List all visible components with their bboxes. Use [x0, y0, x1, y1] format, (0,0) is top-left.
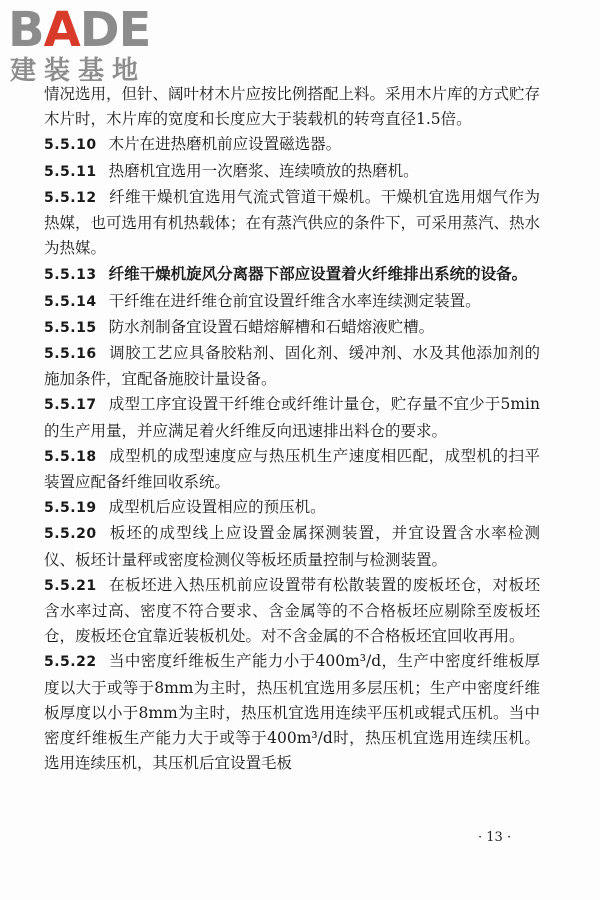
clause-text: 成型工序宜设置干纤维仓或纤维计量仓，贮存量不宜少于5min的生产用量，并应满足着火纤维反向迅速排出料仓的要求。 [44, 395, 540, 440]
clause-text: 情况选用，但针、阔叶材木片应按比例搭配上料。采用木片库的方式贮存木片时，木片库的宽度和长度应大于装载机的转弯直径1.5倍。 [44, 85, 541, 129]
clause-text: 当中密度纤维板生产能力小于400m³/d，生产中密度纤维板厚度以大于或等于8mm为主时，热压机宜选用多层压机；生产中密度纤维板厚度以小于8mm为主时，热压机宜选用连续平压机或辊式压机。当中密度纤维板生产能力大于或等于400m³/d时，热压机宜选用连续压机。选用连续压机，其压机后宜设置毛板 [44, 652, 540, 773]
logo-subtitle: 建装基地 [10, 56, 147, 86]
clause-5-5-17 [44, 392, 540, 443]
clause-5-5-18 [44, 444, 540, 495]
clause-5-5-15 [44, 315, 540, 341]
clause-text: 热磨机宜选用一次磨浆、连续喷放的热磨机。 [108, 161, 419, 180]
clause-5-5-14 [44, 289, 540, 315]
clause-number: 5.5.17 [44, 397, 97, 414]
bade-logo [8, 4, 188, 88]
clause-5-5-22 [44, 649, 540, 776]
document-body [44, 82, 540, 776]
clause-number: 5.5.19 [44, 500, 97, 517]
clause-number: 5.5.14 [44, 293, 97, 310]
clause-5-5-12 [44, 185, 540, 262]
continued-paragraph [44, 82, 540, 132]
clause-5-5-10 [44, 132, 540, 158]
clause-number: 5.5.21 [44, 577, 97, 594]
clause-text: 成型机后应设置相应的预压机。 [108, 498, 326, 517]
clause-5-5-11 [44, 159, 540, 185]
clause-number: 5.5.22 [44, 654, 97, 671]
logo-letter-b: B [8, 2, 44, 58]
clause-number: 5.5.13 [44, 267, 97, 284]
clause-5-5-13 [44, 261, 540, 288]
clause-5-5-20 [44, 521, 540, 572]
clause-text: 干纤维在进纤维仓前宜设置纤维含水率连续测定装置。 [108, 291, 481, 310]
clause-number: 5.5.15 [44, 319, 97, 336]
clause-5-5-19 [44, 495, 540, 521]
clause-number: 5.5.20 [44, 526, 97, 543]
clause-number: 5.5.16 [44, 346, 97, 363]
logo-letter-a: A [43, 2, 80, 58]
clause-number: 5.5.18 [44, 448, 97, 465]
clause-number: 5.5.10 [44, 137, 97, 154]
logo-wordmark [8, 4, 150, 56]
clause-text: 成型机的成型速度应与热压机生产速度相匹配，成型机的扫平装置应配备纤维回收系统。 [44, 446, 540, 492]
clause-text: 纤维干燥机宜选用气流式管道干燥机。干燥机宜选用烟气作为热媒，也可选用有机热载体；在有蒸汽供应的条件下，可采用蒸汽、热水为热媒。 [44, 187, 541, 258]
logo-letters-de: DE [79, 2, 151, 58]
page-number: · 13 · [478, 830, 512, 845]
clause-text: 防水剂制备宜设置石蜡熔解槽和石蜡熔液贮槽。 [108, 317, 435, 336]
clause-5-5-21 [44, 573, 540, 650]
clause-text: 纤维干燥机旋风分离器下部应设置着火纤维排出系统的设备。 [108, 264, 528, 284]
clause-text: 在板坯进入热压机前应设置带有松散装置的废板坯仓，对板坯含水率过高、密度不符合要求、含金属等的不合格板坯应剔除至废板坯仓，废板坯仓宜靠近装板机处。对不含金属的不合格板坯宜回收再用。 [44, 575, 540, 646]
clause-5-5-16 [44, 341, 540, 392]
clause-number: 5.5.12 [44, 189, 97, 206]
clause-text: 板坯的成型线上应设置金属探测装置，并宜设置含水率检测仪、板坯计量秤或密度检测仪等板坯质量控制与检测装置。 [44, 524, 540, 569]
clause-number: 5.5.11 [44, 163, 97, 180]
clause-text: 调胶工艺应具备胶粘剂、固化剂、缓冲剂、水及其他添加剂的施加条件，宜配备施胶计量设备。 [44, 344, 540, 389]
clause-text: 木片在进热磨机前应设置磁选器。 [108, 135, 342, 154]
